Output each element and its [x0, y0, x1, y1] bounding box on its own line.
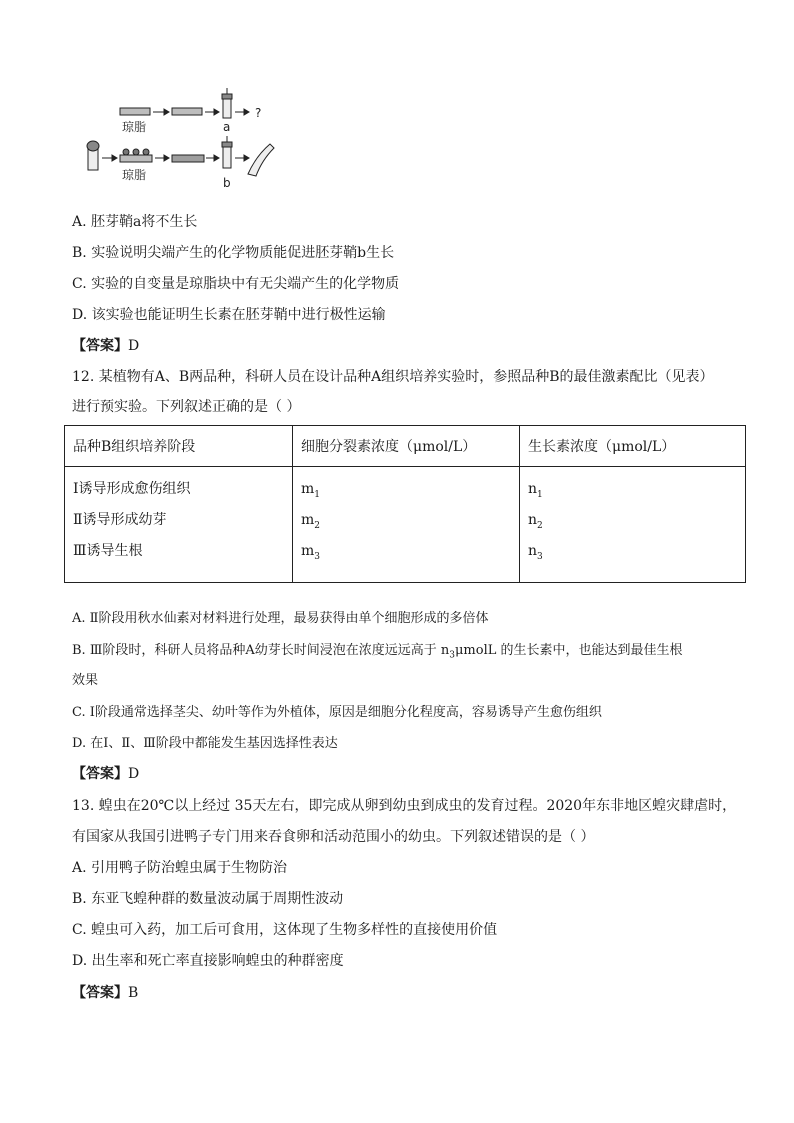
auxin-column: [520, 467, 746, 583]
q12-answer: [72, 764, 139, 784]
label-b: b: [223, 176, 231, 190]
cyto-3: $m_3$: [301, 543, 321, 562]
stage-3: Ⅲ诱导生根: [73, 543, 143, 559]
q13-answer: [72, 983, 138, 1003]
q11-option-d: D. 该实验也能证明生长素在胚芽鞘中进行极性运输: [72, 307, 386, 323]
q12-option-c: C. Ⅰ阶段通常选择茎尖、幼叶等作为外植体，原因是细胞分化程度高，容易诱导产生愈伤组织: [72, 705, 602, 720]
question-mark: ?: [255, 106, 262, 120]
q12-stem-line1: 12. 某植物有A、B两品种，科研人员在设计品种A组织培养实验时，参照品种B的最佳激素配比（见表）: [72, 369, 714, 385]
agar-label-top: 琼脂: [122, 120, 147, 134]
q11-answer-value: D: [128, 338, 140, 354]
q11-answer: [72, 336, 139, 356]
q12-option-b-cont: 效果: [72, 673, 99, 688]
q12-answer-value: D: [128, 766, 140, 782]
q11-option-c: C. 实验的自变量是琼脂块中有无尖端产生的化学物质: [72, 276, 400, 292]
label-a: a: [223, 120, 231, 134]
agar-block-a1: [120, 108, 150, 115]
table-row: [65, 467, 746, 583]
q13-answer-value: B: [128, 985, 139, 1001]
cyto-2: $m_2$: [301, 512, 321, 531]
table-header-cytokinin: 细胞分裂素浓度（μmol/L）: [293, 426, 520, 467]
q13-option-c: C. 蝗虫可入药，加工后可食用，这体现了生物多样性的直接使用价值: [72, 922, 498, 938]
q13-stem-line2: 有国家从我国引进鸭子专门用来吞食卵和活动范围小的幼虫。下列叙述错误的是（ ）: [72, 829, 595, 845]
agar-label-bottom: 琼脂: [122, 168, 147, 182]
q12-option-d: D. 在Ⅰ、Ⅱ、Ⅲ阶段中都能发生基因选择性表达: [72, 736, 338, 751]
q11-answer-label: 【答案】: [72, 338, 128, 354]
q11-option-a: A. 胚芽鞘a将不生长: [72, 214, 198, 230]
coleoptile-b: [223, 146, 231, 168]
q13-option-a: A. 引用鸭子防治蝗虫属于生物防治: [72, 860, 288, 876]
bent-coleoptile-b: [248, 144, 274, 176]
auxin-1: $n_1$: [528, 481, 543, 500]
auxin-2: $n_2$: [528, 512, 543, 531]
q13-stem-line1: 13. 蝗虫在20℃以上经过 35天左右，即完成从卵到幼虫到成虫的发育过程。2020年东非地区蝗灾肆虐时，: [72, 798, 737, 814]
stage-column: [65, 467, 293, 583]
experiment-diagram: [80, 86, 280, 194]
hormone-table: [64, 425, 746, 583]
agar-block-a2: [172, 108, 202, 115]
table-header-stage: 品种B组织培养阶段: [65, 426, 293, 467]
agar-block-b1: [120, 155, 152, 162]
q12-option-a: A. Ⅱ阶段用秋水仙素对材料进行处理，最易获得由单个细胞形成的多倍体: [72, 611, 489, 626]
q13-answer-label: 【答案】: [72, 985, 128, 1001]
agar-block-b2: [172, 155, 204, 162]
table-header-row: [65, 426, 746, 467]
table-header-auxin: 生长素浓度（μmol/L）: [520, 426, 746, 467]
cytokinin-column: [293, 467, 520, 583]
stage-2: Ⅱ诱导形成幼芽: [73, 512, 167, 528]
q11-option-b: B. 实验说明尖端产生的化学物质能促进胚芽鞘b生长: [72, 245, 395, 261]
auxin-3: $n_3$: [528, 543, 543, 562]
q12-stem-line2: 进行预实验。下列叙述正确的是（ ）: [72, 399, 301, 415]
q12-answer-label: 【答案】: [72, 766, 128, 782]
cyto-1: $m_1$: [301, 481, 321, 500]
stage-1: Ⅰ诱导形成愈伤组织: [73, 481, 191, 497]
q12-option-b: B. Ⅲ阶段时，科研人员将品种A幼芽长时间浸泡在浓度远远高于 $n_3\mu molL$ 的生长素中，也能达到最佳生根: [72, 643, 683, 661]
q13-option-d: D. 出生率和死亡率直接影响蝗虫的种群密度: [72, 953, 344, 969]
q13-option-b: B. 东亚飞蝗种群的数量波动属于周期性波动: [72, 891, 344, 907]
coleoptile-a: [223, 98, 231, 118]
